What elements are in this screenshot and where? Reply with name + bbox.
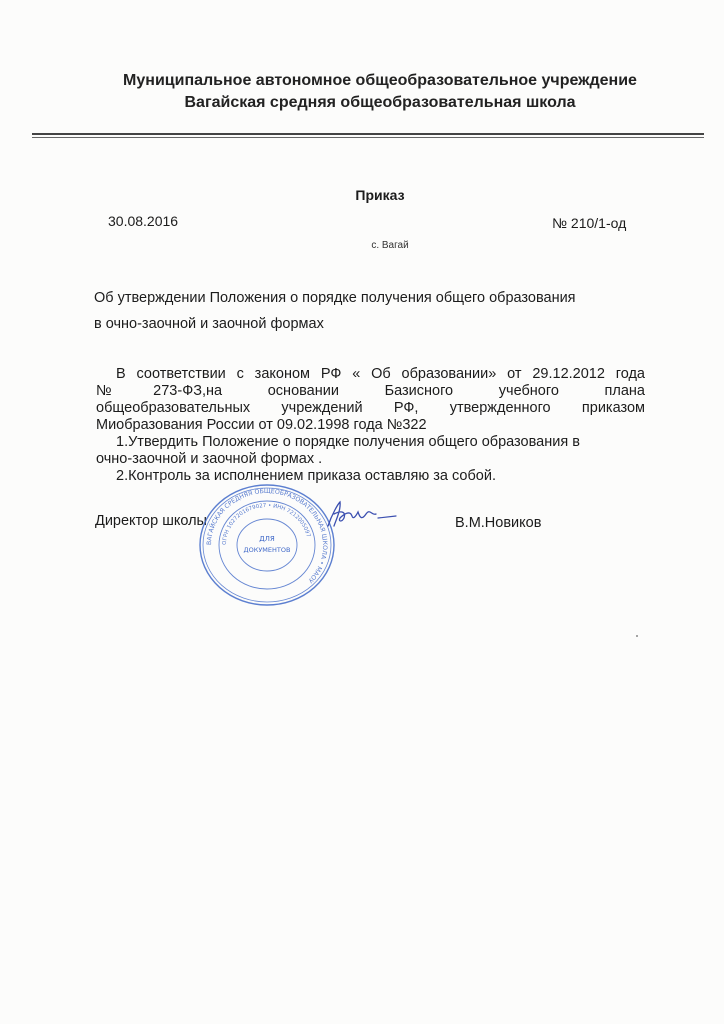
order-date: 30.08.2016 — [108, 213, 179, 229]
subject-line-1: Об утверждении Положения о порядке получения общего образования — [94, 290, 576, 306]
header-line-2: Вагайская средняя общеобразовательная школа — [184, 94, 576, 111]
school-header — [60, 70, 700, 114]
item-1-line-1: 1.Утвердить Положение о порядке получения общего образования в — [116, 434, 580, 450]
stamp-inner-ring-text: ОГРН 1027201679027 • ИНН 7212005097 — [221, 502, 312, 546]
signer-role: Директор школы — [95, 513, 207, 529]
page-speck — [636, 635, 638, 637]
body-line-1: В соответствии с законом РФ « Об образовании» от 29.12.2012 года — [116, 366, 645, 382]
order-number: № 210/1-од — [552, 215, 627, 231]
signer-name: В.М.Новиков — [455, 515, 542, 531]
official-stamp — [196, 483, 338, 607]
body-line-4: Миобразования России от 09.02.1998 года №322 — [96, 417, 427, 433]
stamp-outer-ring-text: ВАГАЙСКАЯ СРЕДНЯЯ ОБЩЕОБРАЗОВАТЕЛЬНАЯ ШКОЛА • МАОУ — [205, 487, 329, 585]
body-line-3: общеобразовательных учреждений РФ, утвержденного приказом — [96, 400, 645, 416]
body-line-2: №273-ФЗ,на основании Базисного учебного плана — [96, 383, 645, 399]
item-1-line-2: очно-заочной и заочной формах . — [96, 451, 323, 467]
header-rule-thin — [32, 137, 704, 138]
header-line-1: Муниципальное автономное общеобразовательное учреждение — [123, 72, 637, 89]
order-body — [96, 366, 645, 485]
stamp-center-line-2: ДОКУМЕНТОВ — [243, 546, 291, 554]
order-place: с. Вагай — [371, 240, 409, 251]
order-title: Приказ — [355, 187, 405, 203]
stamp-center-line-1: ДЛЯ — [259, 535, 275, 543]
header-rule-thick — [32, 133, 704, 135]
item-2: 2.Контроль за исполнением приказа оставляю за собой. — [116, 468, 496, 484]
subject-line-2: в очно-заочной и заочной формах — [94, 316, 324, 332]
handwritten-signature — [318, 496, 398, 532]
order-subject — [94, 285, 674, 337]
